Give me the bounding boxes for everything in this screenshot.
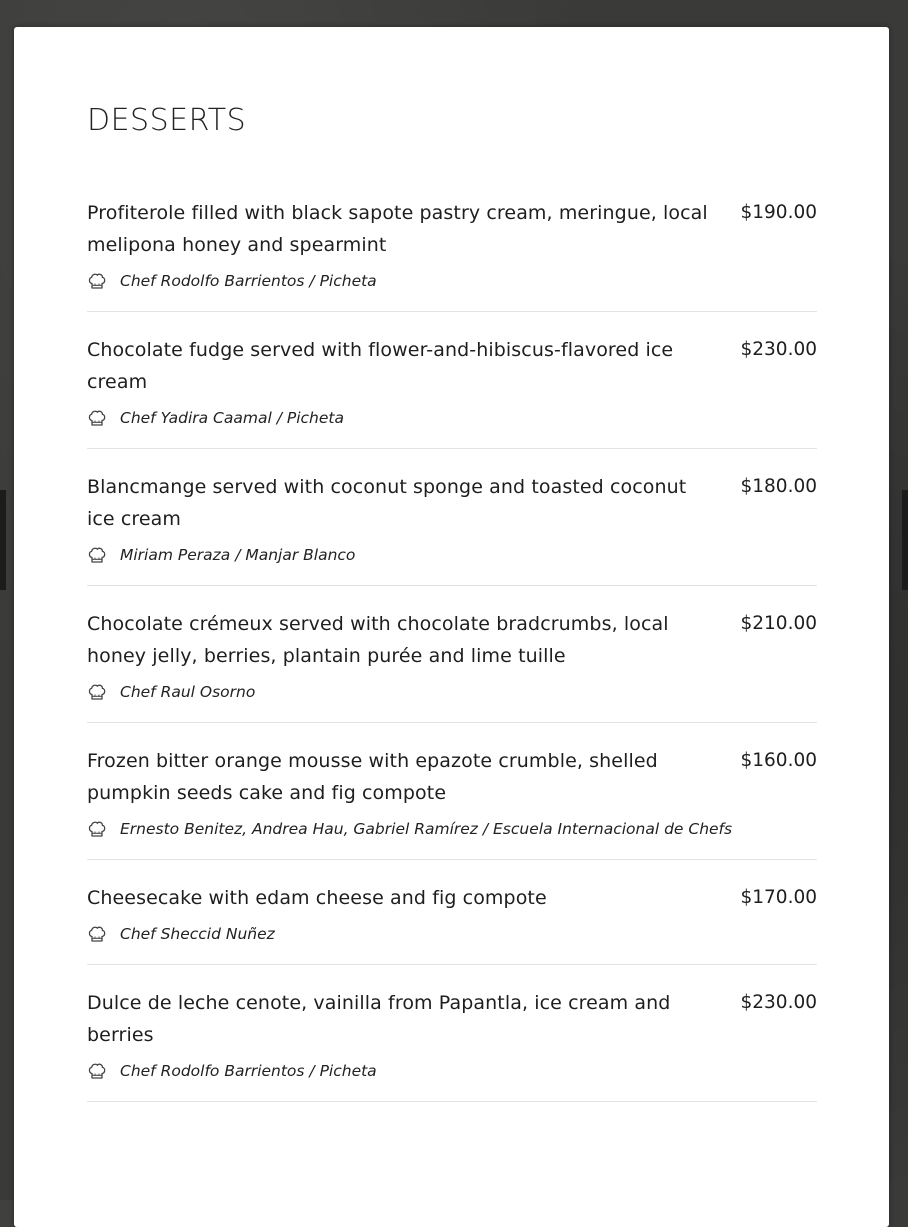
item-price: $210.00 xyxy=(740,613,817,634)
chef-hat-icon xyxy=(87,271,107,291)
chef-hat-icon xyxy=(87,682,107,702)
item-price: $160.00 xyxy=(740,750,817,771)
item-price: $170.00 xyxy=(740,887,817,908)
menu-item-header xyxy=(87,987,817,1051)
item-price: $230.00 xyxy=(740,339,817,360)
item-description: Profiterole filled with black sapote pastry cream, meringue, local melipona honey and spearmint xyxy=(87,202,708,256)
chef-name: Chef Raul Osorno xyxy=(120,683,256,701)
item-price: $180.00 xyxy=(740,476,817,497)
menu-item-header xyxy=(87,882,817,914)
item-chef-row xyxy=(87,543,817,567)
chef-name: Chef Rodolfo Barrientos / Picheta xyxy=(120,1062,377,1080)
menu-item-header xyxy=(87,471,817,535)
chef-name: Chef Rodolfo Barrientos / Picheta xyxy=(120,272,377,290)
left-edge-tab xyxy=(0,490,6,590)
menu-item xyxy=(87,197,817,312)
menu-item xyxy=(87,987,817,1102)
item-description: Dulce de leche cenote, vainilla from Papantla, ice cream and berries xyxy=(87,992,671,1046)
item-price: $190.00 xyxy=(740,202,817,223)
dessert-list xyxy=(87,197,817,1124)
menu-item xyxy=(87,334,817,449)
item-description: Chocolate fudge served with flower-and-hibiscus-flavored ice cream xyxy=(87,339,674,393)
item-price: $230.00 xyxy=(740,992,817,1013)
item-description: Frozen bitter orange mousse with epazote crumble, shelled pumpkin seeds cake and fig compote xyxy=(87,750,658,804)
chef-hat-icon xyxy=(87,1061,107,1081)
item-description: Blancmange served with coconut sponge and toasted coconut ice cream xyxy=(87,476,687,530)
item-chef-row xyxy=(87,269,817,293)
chef-hat-icon xyxy=(87,408,107,428)
section-title: DESSERTS xyxy=(87,103,247,138)
menu-item xyxy=(87,608,817,723)
item-chef-row xyxy=(87,406,817,430)
chef-hat-icon xyxy=(87,545,107,565)
menu-item xyxy=(87,745,817,860)
item-chef-row xyxy=(87,922,817,946)
item-chef-row xyxy=(87,1059,817,1083)
menu-item-header xyxy=(87,334,817,398)
menu-item xyxy=(87,471,817,586)
chef-hat-icon xyxy=(87,924,107,944)
item-description: Cheesecake with edam cheese and fig compote xyxy=(87,887,547,909)
item-chef-row xyxy=(87,817,817,841)
chef-name: Chef Yadira Caamal / Picheta xyxy=(120,409,344,427)
item-chef-row xyxy=(87,680,817,704)
item-description: Chocolate crémeux served with chocolate bradcrumbs, local honey jelly, berries, plantain purée and lime tuille xyxy=(87,613,669,667)
menu-item xyxy=(87,882,817,965)
chef-name: Miriam Peraza / Manjar Blanco xyxy=(120,546,356,564)
chef-name: Ernesto Benitez, Andrea Hau, Gabriel Ramírez / Escuela Internacional de Chefs xyxy=(120,820,733,838)
chef-hat-icon xyxy=(87,819,107,839)
menu-item-header xyxy=(87,197,817,261)
right-edge-tab xyxy=(902,490,908,590)
menu-panel xyxy=(14,27,889,1227)
menu-item-header xyxy=(87,608,817,672)
chef-name: Chef Sheccid Nuñez xyxy=(120,925,275,943)
menu-item-header xyxy=(87,745,817,809)
